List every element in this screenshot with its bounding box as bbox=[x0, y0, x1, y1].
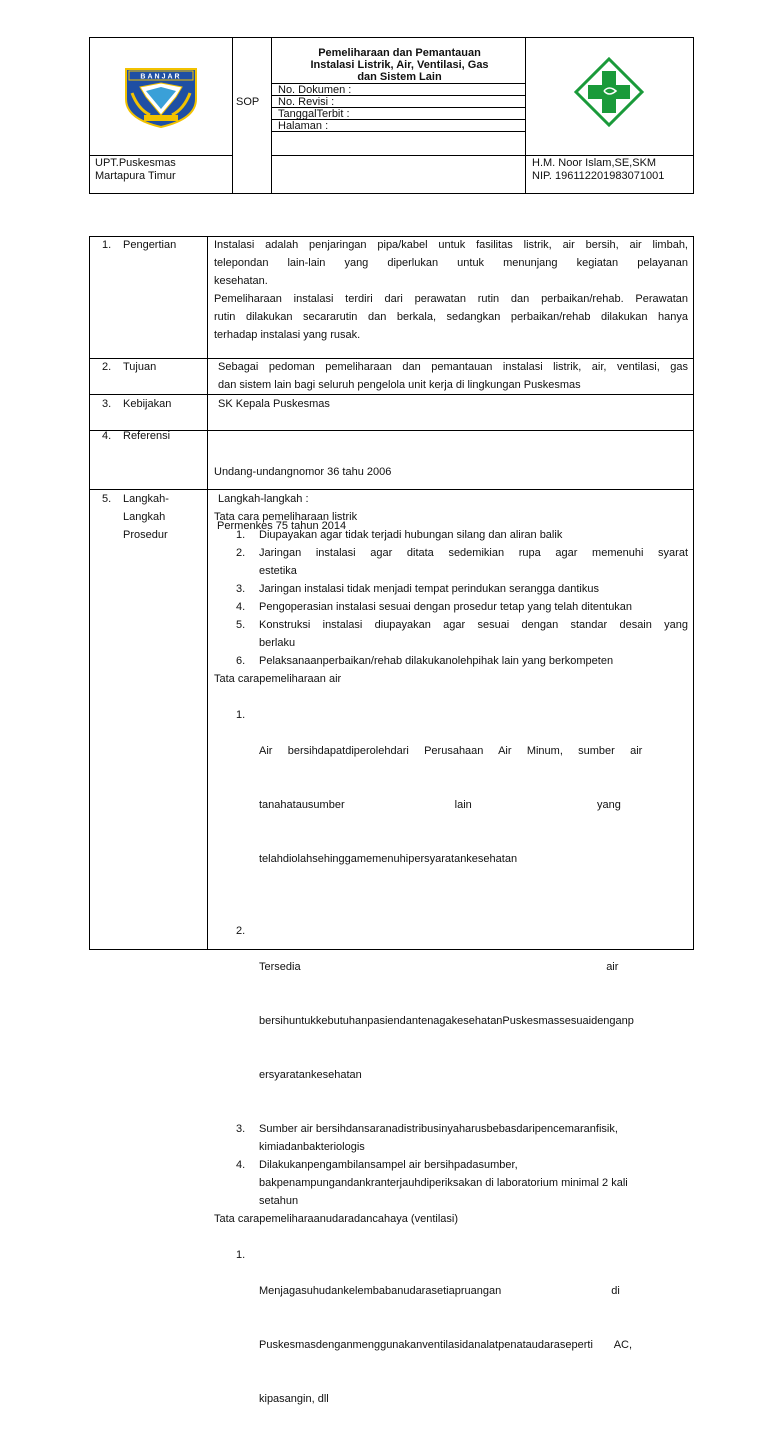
text-line: Jaringan instalasi agar ditata sedemikian rupa agar memenuhi syarat bbox=[259, 547, 688, 559]
label-line: Langkah bbox=[123, 511, 166, 523]
text-line: telahdiolahsehinggamemenuhipersyaratankesehatan bbox=[259, 853, 518, 865]
sop-label: SOP bbox=[236, 96, 260, 108]
listrik-heading: Tata cara pemeliharaan listrik bbox=[214, 511, 358, 523]
list-number: 1. bbox=[236, 1249, 246, 1261]
list-item bbox=[214, 598, 688, 616]
list-number: 3. bbox=[236, 583, 246, 595]
text-line: Dilakukanpengambilansampel air bersihpadasumber, bbox=[259, 1159, 518, 1171]
signer-name: H.M. Noor Islam,SE,SKM bbox=[532, 157, 657, 169]
text-line: ersyaratankesehatan bbox=[259, 1069, 362, 1081]
title-line: Pemeliharaan dan Pemantauan bbox=[318, 47, 481, 59]
row-label-referensi: Referensi bbox=[123, 430, 171, 442]
org-line: UPT.Puskesmas bbox=[95, 157, 176, 169]
text-line: Sumber air bersihdansaranadistribusinyaharusbebasdaripencemaranfisik, bbox=[259, 1123, 618, 1135]
row-label-tujuan: Tujuan bbox=[123, 361, 157, 373]
list-item bbox=[214, 580, 688, 598]
row-label-pengertian: Pengertian bbox=[123, 239, 177, 251]
header-divider bbox=[271, 37, 272, 194]
kebijakan-text: SK Kepala Puskesmas bbox=[218, 398, 330, 410]
row-label-kebijakan: Kebijakan bbox=[123, 398, 172, 410]
text-line: Pelaksanaanperbaikan/rehab dilakukanolehpihak lain yang berkompeten bbox=[259, 655, 614, 667]
table-column-divider bbox=[207, 236, 208, 950]
text-line: estetika bbox=[259, 565, 297, 577]
text-line: bersihuntukkebutuhanpasiendantenagakesehatanPuskesmassesuaidenganp bbox=[259, 1015, 634, 1027]
list-item bbox=[214, 1120, 688, 1156]
meta-tanggal-terbit: TanggalTerbit : bbox=[278, 108, 350, 120]
organization-name bbox=[95, 157, 176, 183]
list-number: 3. bbox=[236, 1123, 246, 1135]
puskesmas-logo bbox=[574, 57, 644, 127]
text-line: dan sistem lain bagi seluruh pengelola unit kerja di lingkungan Puskesmas bbox=[218, 379, 581, 391]
signer-nip: NIP. 196112201983071001 bbox=[532, 170, 665, 182]
tujuan-text bbox=[218, 358, 688, 394]
list-number: 2. bbox=[236, 547, 246, 559]
text-line: Menjagasuhudankelembabanudarasetiapruangan di bbox=[259, 1285, 620, 1297]
list-item bbox=[214, 688, 688, 904]
list-number: 4. bbox=[236, 601, 246, 613]
list-number: 1. bbox=[236, 529, 246, 541]
list-item bbox=[214, 526, 688, 544]
table-row-divider bbox=[89, 394, 694, 395]
list-number: 6. bbox=[236, 655, 246, 667]
banjar-emblem-logo bbox=[120, 63, 202, 129]
list-item bbox=[214, 904, 688, 1120]
org-line: Martapura Timur bbox=[95, 170, 176, 182]
list-item bbox=[214, 1228, 688, 1444]
row-label-langkah bbox=[123, 490, 169, 544]
udara-heading: Tata carapemeliharaanudaradancahaya (ventilasi) bbox=[214, 1213, 458, 1225]
signer-info bbox=[532, 157, 664, 183]
langkah-content bbox=[214, 490, 688, 1444]
row-number: 2. bbox=[102, 361, 112, 373]
text-line: Puskesmasdenganmenggunakanventilasidanalatpenataudaraseperti AC, bbox=[259, 1339, 633, 1351]
text-line: bakpenampungandankranterjauhdiperiksakan di laboratorium minimal 2 kali bbox=[259, 1177, 628, 1189]
list-number: 5. bbox=[236, 619, 246, 631]
text-line: Tersedia air bbox=[259, 961, 619, 973]
text-line: berlaku bbox=[259, 637, 296, 649]
title-line: Instalasi Listrik, Air, Ventilasi, Gas bbox=[310, 59, 489, 71]
title-line: dan Sistem Lain bbox=[357, 71, 442, 83]
text-line: kipasangin, dll bbox=[259, 1393, 329, 1405]
text-line: Permenkes 75 tahun 2014 bbox=[214, 520, 347, 532]
text-line: kimiadanbakteriologis bbox=[259, 1141, 365, 1153]
row-number: 1. bbox=[102, 239, 112, 251]
text-line: Jaringan instalasi tidak menjadi tempat perindukan serangga dantikus bbox=[259, 583, 599, 595]
list-item bbox=[214, 652, 688, 670]
meta-no-revisi: No. Revisi : bbox=[278, 96, 335, 108]
list-item bbox=[214, 544, 688, 580]
text-line: Undang-undangnomor 36 tahu 2006 bbox=[214, 466, 392, 478]
text-line: kesehatan. bbox=[214, 275, 268, 287]
text-line: Pemeliharaan instalasi terdiri dari perawatan rutin dan perbaikan/rehab. Perawatan bbox=[214, 293, 688, 305]
text-line: Sebagai pedoman pemeliharaan dan pemantauan instalasi listrik, air, ventilasi, gas bbox=[218, 361, 688, 373]
label-line: Prosedur bbox=[123, 529, 168, 541]
list-number: 4. bbox=[236, 1159, 246, 1171]
text-line: Konstruksi instalasi diupayakan agar sesuai dengan standar desain yang bbox=[259, 619, 688, 631]
list-item bbox=[214, 616, 688, 652]
header-divider bbox=[271, 155, 694, 156]
meta-no-dokumen: No. Dokumen : bbox=[278, 84, 352, 96]
text-line: Instalasi adalah penjaringan pipa/kabel untuk fasilitas listrik, air bersih, air limbah, bbox=[214, 239, 688, 251]
row-number: 5. bbox=[102, 493, 112, 505]
header-divider bbox=[525, 37, 526, 194]
list-item bbox=[214, 1156, 688, 1210]
text-line: Pengoperasian instalasi sesuai dengan prosedur tetap yang telah ditentukan bbox=[259, 601, 633, 613]
document-title bbox=[274, 47, 525, 83]
row-number: 4. bbox=[102, 430, 112, 442]
text-line: Diupayakan agar tidak terjadi hubungan silang dan aliran balik bbox=[259, 529, 563, 541]
air-heading: Tata carapemeliharaan air bbox=[214, 673, 342, 685]
text-line: telepondan lain-lain yang diperlukan untuk menunjang kegiatan pelayanan bbox=[214, 257, 688, 269]
text-line: tanahatausumber lain yang bbox=[259, 799, 621, 811]
langkah-intro: Langkah-langkah : bbox=[218, 493, 309, 505]
meta-halaman: Halaman : bbox=[278, 120, 329, 132]
header-divider bbox=[89, 155, 232, 156]
text-line: Air bersihdapatdiperolehdari Perusahaan Air Minum, sumber air bbox=[259, 745, 643, 757]
pengertian-text bbox=[214, 236, 688, 344]
text-line: setahun bbox=[259, 1195, 299, 1207]
text-line: terhadap instalasi yang rusak. bbox=[214, 329, 361, 341]
list-number: 2. bbox=[236, 925, 246, 937]
text-line: rutin dilakukan secararutin dan berkala, sedangkan perbaikan/rehab dilakukan hanya bbox=[214, 311, 688, 323]
row-number: 3. bbox=[102, 398, 112, 410]
table-row-divider bbox=[89, 430, 694, 431]
header-divider bbox=[232, 37, 233, 194]
list-number: 1. bbox=[236, 709, 246, 721]
label-line: Langkah- bbox=[123, 493, 169, 505]
svg-text:BANJAR: BANJAR bbox=[140, 73, 182, 81]
